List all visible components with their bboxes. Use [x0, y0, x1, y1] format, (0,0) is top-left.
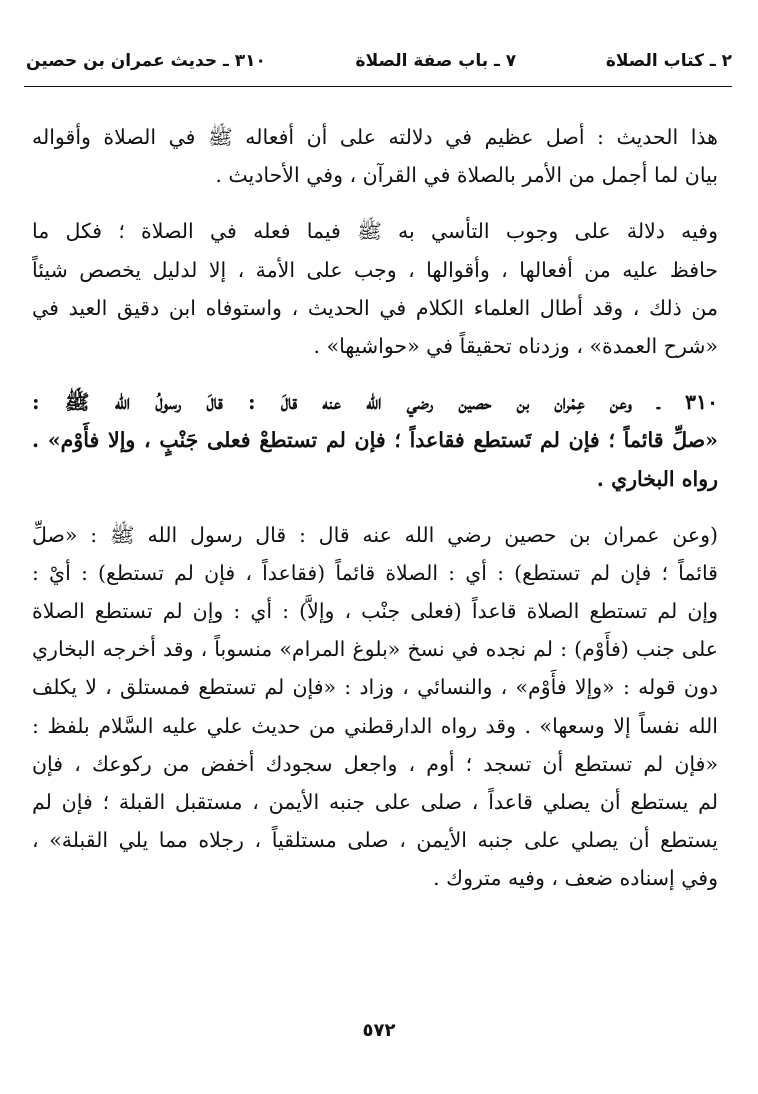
text-line: ٣١٠ ـ وعن عِمْران بن حصين رضي الله عنه قالَ : قالَ رسولُ الله ﷺ :	[32, 390, 718, 415]
text-line: على جنب (فأَوْم) : لم نجده في نسخ «بلوغ المرام» منسوباً ، وقد أخرجه البخاري	[32, 637, 718, 662]
header-chapter-title: ٧ ـ باب صفة الصلاة	[355, 51, 517, 71]
text-line: (وعن عمران بن حصين رضي الله عنه قال : قال رسول الله ﷺ : «صلِّ	[32, 522, 718, 547]
text-line: رواه البخاري .	[596, 466, 718, 491]
text-line: بيان لما أجمل من الأمر بالصلاة في القرآن ، وفي الأحاديث .	[215, 163, 718, 188]
hadith-text-paragraph	[32, 383, 718, 498]
text-line: يستطع أن يصلي على جنبه الأيمن ، صلى مستلقياً ، رجلاه مما يلي القبلة» ،	[32, 828, 718, 853]
text-line: حافظ عليه من أفعالها ، وأقوالها ، وجب على الأمة ، إلا لدليل يخصص شيئاً	[32, 257, 718, 282]
text-line: هذا الحديث : أصل عظيم في دلالته على أن أفعاله ﷺ في الصلاة وأقواله	[32, 125, 718, 149]
commentary-paragraph	[32, 516, 718, 898]
text-line: وفي إسناده ضعف ، وفيه متروك .	[433, 866, 718, 891]
commentary-paragraph	[32, 212, 718, 365]
page-number: ٥٧٢	[362, 1020, 396, 1041]
page-body	[32, 118, 718, 916]
commentary-paragraph	[32, 118, 718, 194]
text-line: وفيه دلالة على وجوب التأسي به ﷺ فيما فعله في الصلاة ؛ فكل ما	[32, 219, 718, 244]
text-line: قائماً ؛ فإن لم تستطع) : أي : الصلاة قائماً (فقاعداً ، فإن لم تستطع) : أيْ :	[32, 560, 718, 585]
header-divider	[24, 86, 732, 87]
text-line: لم يستطع أن يصلي قاعداً ، صلى على جنبه الأيمن ، مستقبل القبلة ؛ فإن لم	[32, 790, 718, 814]
text-line: «فإن لم تستطع أن تسجد ؛ أوم ، واجعل سجودك أخفض من ركوعك ، فإن	[32, 751, 718, 776]
text-line: الله نفساً إلا وسعها» . وقد رواه الدارقطني من حديث علي عليه السَّلام بلفظ :	[32, 713, 718, 738]
text-line: من ذلك ، وقد أطال العلماء الكلام في الحديث ، واستوفاه ابن دقيق العيد في	[32, 295, 718, 320]
header-book-title: ٢ ـ كتاب الصلاة	[605, 51, 732, 71]
text-line: وإن لم تستطع الصلاة قاعداً (فعلى جنْب ، وإلاَّ) : أي : وإن لم تستطع الصلاة	[32, 599, 718, 624]
header-hadith-title: ٣١٠ ـ حديث عمران بن حصين	[26, 51, 266, 71]
text-line: «شرح العمدة» ، وزدناه تحقيقاً في «حواشيها» .	[313, 333, 718, 358]
text-line: دون قوله : «وإلا فأَوْم» ، والنسائي ، وزاد : «فإن لم تستطع فمستلق ، لا يكلف	[32, 675, 718, 700]
running-header	[26, 44, 732, 78]
text-line: «صلِّ قائماً ؛ فإن لم تَستطع فقاعداً ؛ فإن لم تستطعْ فعلى جَنْبٍ ، وإلا فأَوْم» .	[32, 428, 718, 453]
